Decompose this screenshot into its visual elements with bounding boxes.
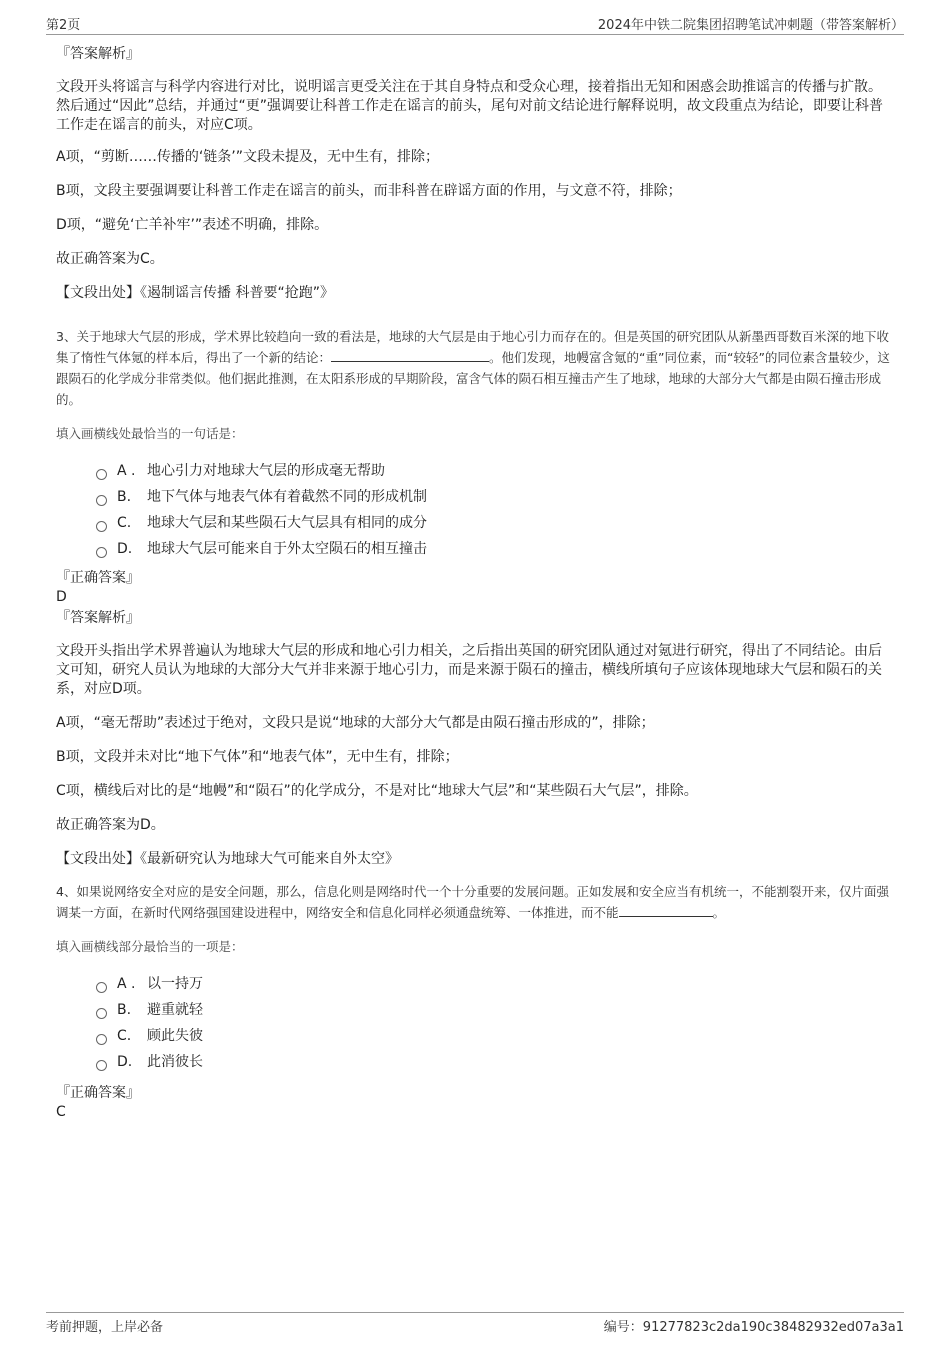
page-number: 第2页 [46, 18, 81, 33]
option-b[interactable]: B. 地下气体与地表气体有着截然不同的形成机制 [96, 484, 890, 510]
radio-icon[interactable] [96, 1008, 107, 1019]
correct-answer-label: 『正确答案』 [56, 1085, 140, 1101]
analysis-label: 『答案解析』 [56, 46, 140, 62]
option-a[interactable]: A . 以一持万 [96, 971, 890, 997]
correct-answer: D [56, 589, 67, 605]
question-3-options [96, 458, 890, 562]
radio-icon[interactable] [96, 982, 107, 993]
analysis-conclusion: 故正确答案为C。 [56, 251, 164, 267]
option-c[interactable]: C. 地球大气层和某些陨石大气层具有相同的成分 [96, 510, 890, 536]
source-citation: 【文段出处】《最新研究认为地球大气可能来自外太空》 [56, 851, 399, 867]
correct-answer-label: 『正确答案』 [56, 570, 140, 586]
radio-icon[interactable] [96, 1034, 107, 1045]
analysis-label: 『答案解析』 [56, 610, 140, 626]
page-header [46, 14, 904, 35]
correct-answer: C [56, 1104, 66, 1120]
radio-icon[interactable] [96, 495, 107, 506]
document-title: 2024年中铁二院集团招聘笔试冲刺题（带答案解析） [597, 18, 904, 33]
question-4-options [96, 971, 890, 1075]
option-c[interactable]: C. 顾此失彼 [96, 1023, 890, 1049]
analysis-point-d: D项，“避免‘亡羊补牢’”表述不明确，排除。 [56, 217, 329, 233]
radio-icon[interactable] [96, 547, 107, 558]
analysis-conclusion: 故正确答案为D。 [56, 817, 165, 833]
option-d[interactable]: D. 此消彼长 [96, 1049, 890, 1075]
analysis-point-b: B项，文段并未对比“地下气体”和“地表气体”，无中生有，排除； [56, 749, 459, 765]
analysis-point-a: A项，“剪断……传播的‘链条’”文段未提及，无中生有，排除； [56, 149, 439, 165]
analysis-text: 文段开头将谣言与科学内容进行对比，说明谣言更受关注在于其自身特点和受众心理，接着指出无知和困惑会助推谣言的传播与扩散。然后通过“因此”总结，并通过“更”强调要让科普工作走在谣言的前头，尾句对前文结论进行解释说明，故文段重点为结论，即要让科普工作走在谣言的前头，对应C项。 [56, 79, 884, 133]
option-d[interactable]: D. 地球大气层可能来自于外太空陨石的相互撞击 [96, 536, 890, 562]
option-a[interactable]: A . 地心引力对地球大气层的形成毫无帮助 [96, 458, 890, 484]
radio-icon[interactable] [96, 469, 107, 480]
option-b[interactable]: B. 避重就轻 [96, 997, 890, 1023]
footer-slogan: 考前押题，上岸必备 [46, 1320, 164, 1335]
answer-blank [619, 902, 713, 917]
analysis-point-a: A项，“毫无帮助”表述过于绝对，文段只是说“地球的大部分大气都是由陨石撞击形成的”，排除； [56, 715, 655, 731]
answer-blank [331, 347, 489, 362]
source-citation: 【文段出处】《遏制谣言传播 科普要“抢跑”》 [56, 285, 334, 301]
analysis-point-b: B项，文段主要强调要让科普工作走在谣言的前头，而非科普在辟谣方面的作用，与文意不符，排除； [56, 183, 682, 199]
question-3-text: 3、关于地球大气层的形成，学术界比较趋向一致的看法是，地球的大气层是由于地心引力而存在的。但是英国的研究团队从新墨西哥数百米深的地下收集了惰性气体氪的样本后，得出了一个新的结论： 。他们发现，地幔富含氪的“重”同位素，而“较轻”的同位素含量较少，这跟陨石的化学成分非常类似。他们据此推测，在太阳系形成的早期阶段，富含气体的陨石相互撞击产生了地球，地球的大部分大气都是由陨石撞击形成的。 [56, 329, 890, 407]
analysis-point-c: C项，横线后对比的是“地幔”和“陨石”的化学成分，不是对比“地球大气层”和“某些陨石大气层”，排除。 [56, 783, 698, 799]
analysis-text: 文段开头指出学术界普遍认为地球大气层的形成和地心引力相关，之后指出英国的研究团队通过对氪进行研究，得出了不同结论。由后文可知，研究人员认为地球的大部分大气并非来源于地心引力，而是来源于陨石的撞击，横线所填句子应该体现地球大气层和陨石的关系，对应D项。 [56, 643, 882, 697]
question-4-text: 4、如果说网络安全对应的是安全问题，那么，信息化则是网络时代一个十分重要的发展问题。正如发展和安全应当有机统一，不能割裂开来，仅片面强调某一方面，在新时代网络强国建设进程中，网络安全和信息化同样必须通盘统筹、一体推进，而不能 。 [56, 884, 889, 920]
document-id: 编号：91277823c2da190c38482932ed07a3a1 [603, 1320, 904, 1335]
question-4-prompt: 填入画横线部分最恰当的一项是： [56, 939, 244, 954]
radio-icon[interactable] [96, 1060, 107, 1071]
question-3-prompt: 填入画横线处最恰当的一句话是： [56, 426, 244, 441]
page-footer [46, 1312, 904, 1338]
radio-icon[interactable] [96, 521, 107, 532]
page-content [56, 44, 890, 1121]
